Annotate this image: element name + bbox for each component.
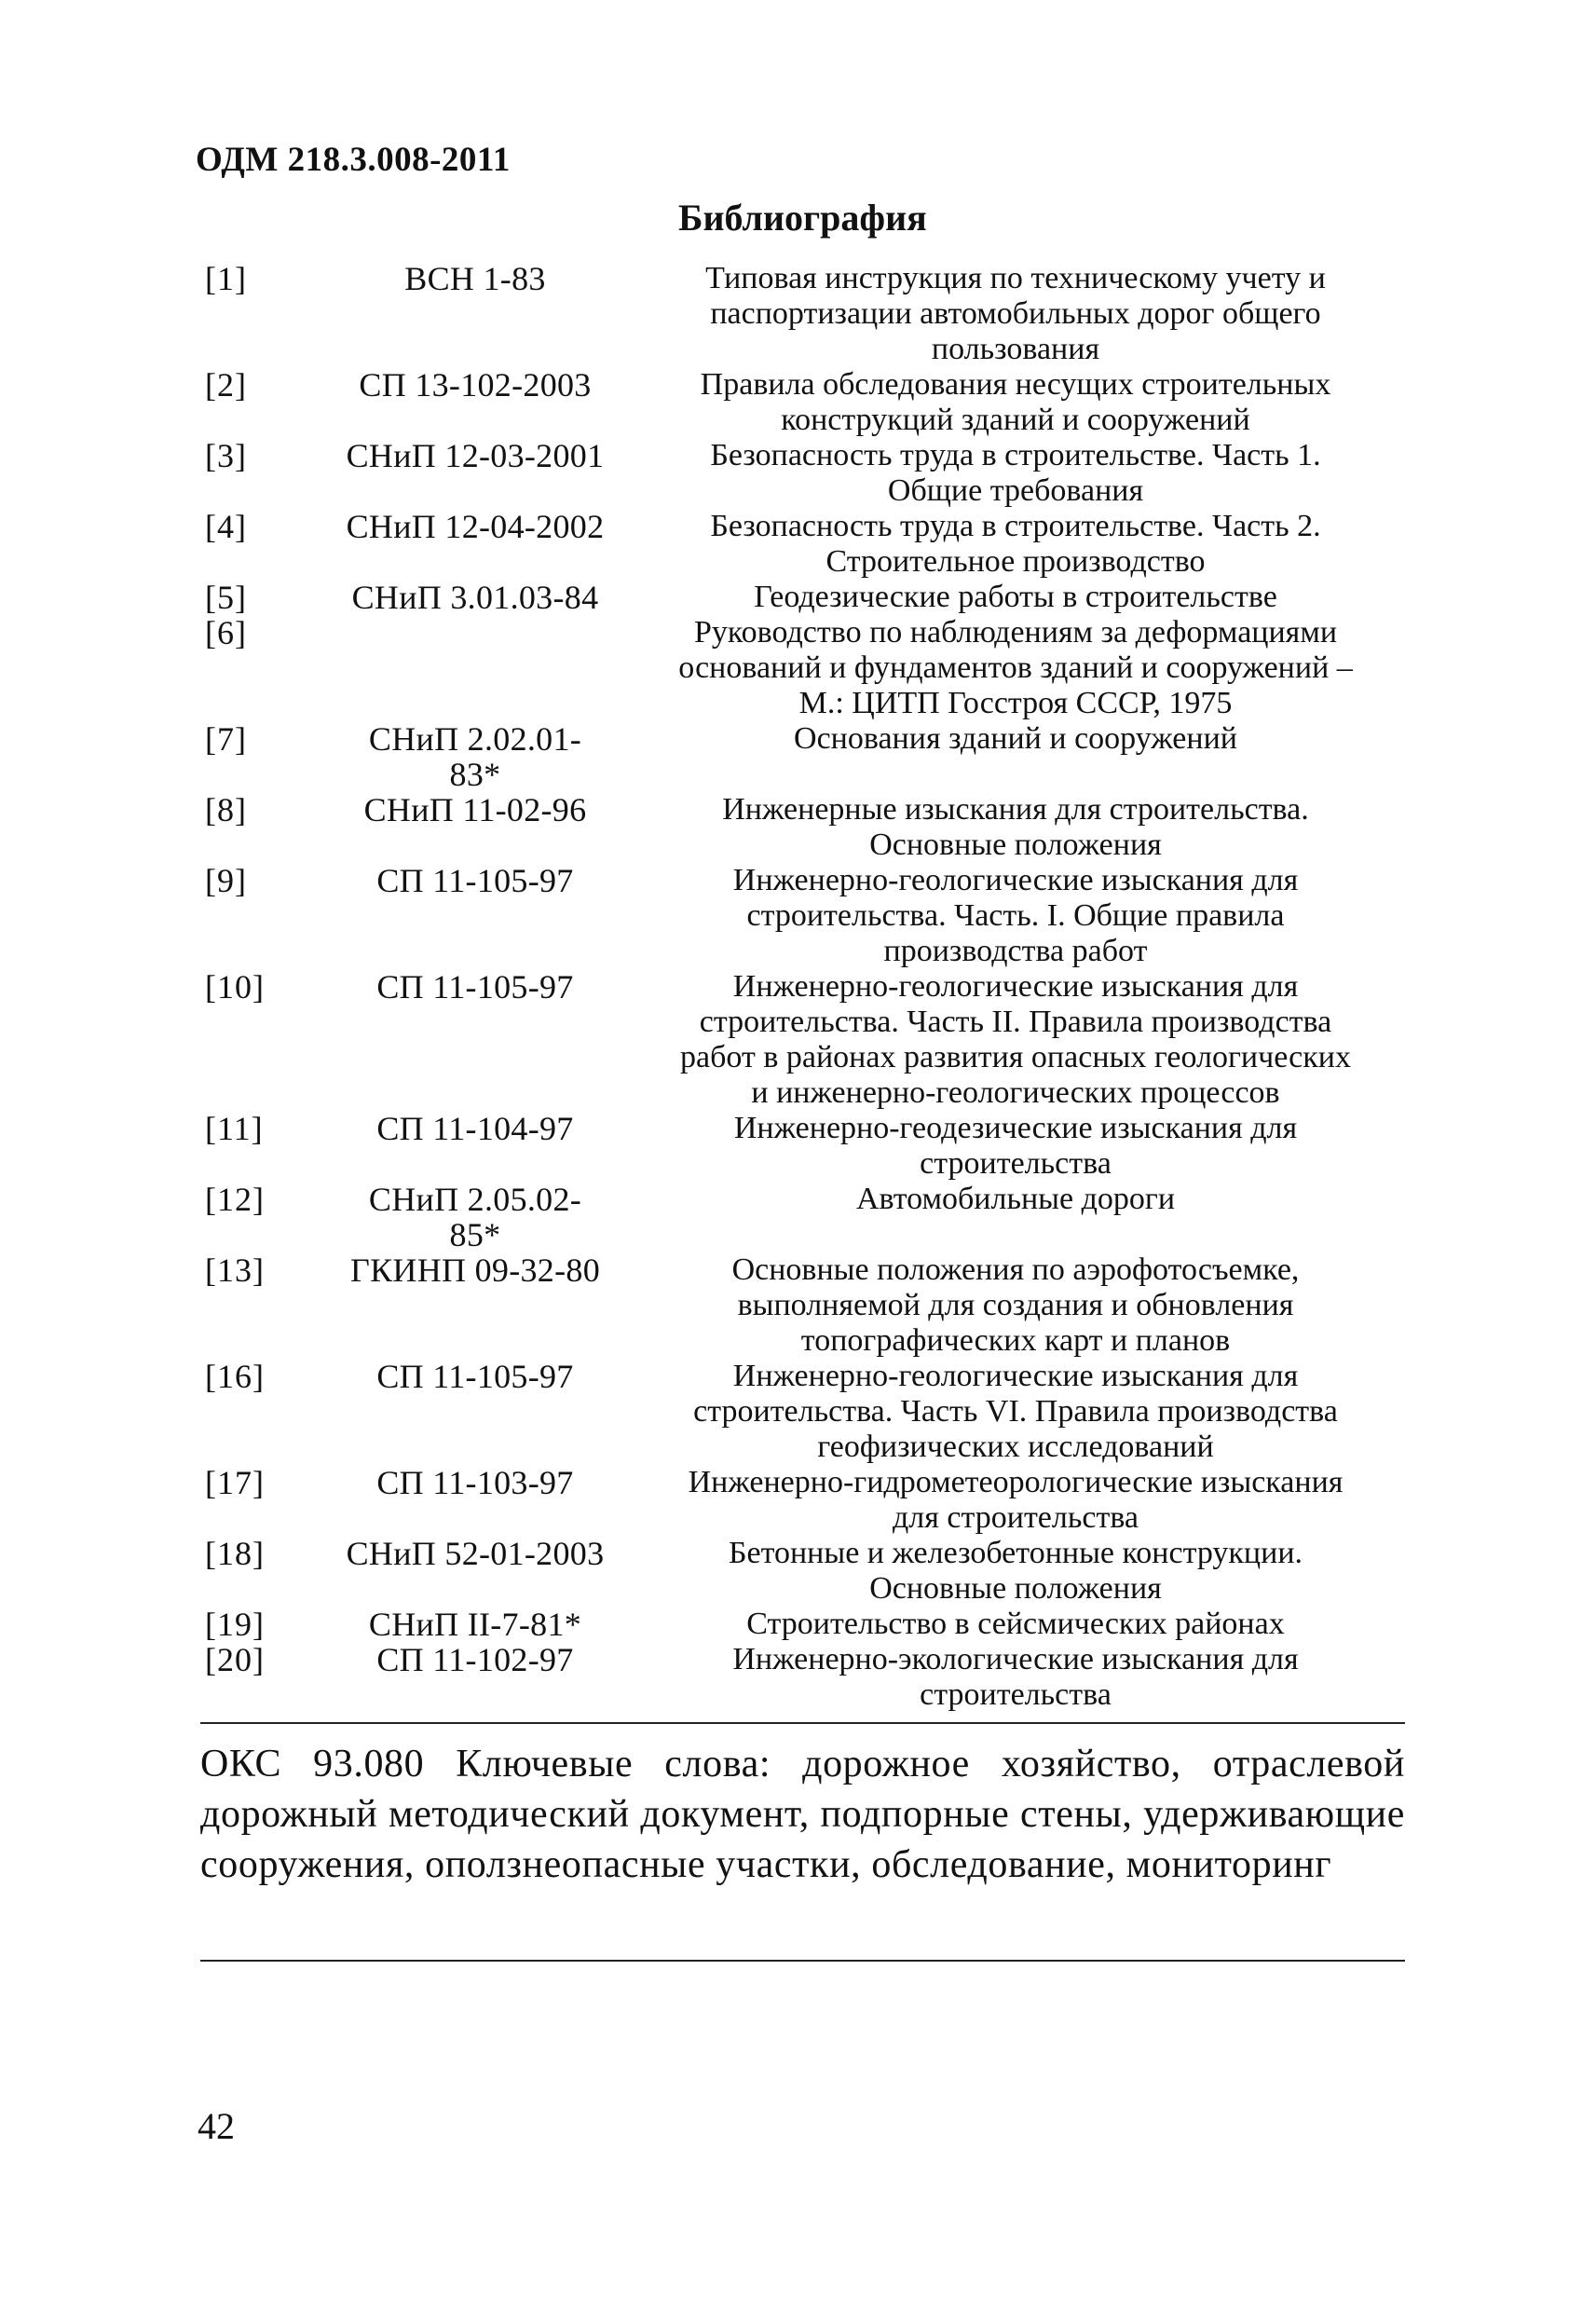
- entry-title: Инженерные изыскания для строительства. Основные положения: [722, 792, 1309, 862]
- bibliography-entry: [205, 721, 1425, 792]
- entry-number: [18]: [205, 1535, 265, 1572]
- entry-standard-code: СП 11-105-97: [376, 968, 574, 1006]
- entry-title: Инженерно-геодезические изыскания для строительства: [733, 1111, 1298, 1181]
- entry-number: [16]: [205, 1358, 265, 1395]
- entry-number: [6]: [205, 614, 247, 651]
- bottom-divider: [200, 1960, 1405, 1962]
- page-number: 42: [198, 2105, 235, 2147]
- entry-number: [3]: [205, 437, 247, 474]
- entry-title: Безопасность труда в строительстве. Часть 1. Общие требования: [710, 438, 1321, 508]
- bibliography-entry: [205, 509, 1425, 580]
- entry-title: Бетонные и железобетонные конструкции. Основные положения: [728, 1536, 1303, 1606]
- bibliography-entry: [205, 1465, 1425, 1536]
- entry-standard-code: СНиП 2.05.02-85*: [368, 1181, 582, 1253]
- top-divider: [200, 1722, 1405, 1724]
- bibliography-entry: [205, 1607, 1425, 1642]
- entry-standard-code: СП 11-102-97: [376, 1641, 574, 1678]
- bibliography-entry: [205, 863, 1425, 969]
- entry-standard-code: СП 11-103-97: [376, 1464, 574, 1501]
- entry-standard-code: СП 11-105-97: [376, 862, 574, 899]
- entry-title: Инженерно-гидрометеорологические изыскания для строительства: [688, 1465, 1344, 1535]
- entry-number: [4]: [205, 508, 247, 545]
- entry-standard-code: СНиП 2.02.01-83*: [368, 720, 582, 793]
- entry-standard-code: СНиП 12-04-2002: [346, 508, 605, 545]
- entry-standard-code: СНиП 3.01.03-84: [351, 579, 599, 616]
- entry-standard-code: СНиП 52-01-2003: [346, 1535, 605, 1572]
- entry-title: Правила обследования несущих строительных конструкций зданий и сооружений: [700, 367, 1331, 437]
- bibliography-list: [205, 261, 1425, 1713]
- entry-number: [8]: [205, 791, 247, 828]
- entry-number: [2]: [205, 366, 247, 404]
- entry-title: Инженерно-геологические изыскания для строительства. Часть. I. Общие правила производства работ: [732, 863, 1299, 968]
- entry-title: Инженерно-экологические изыскания для строительства: [732, 1642, 1299, 1712]
- entry-title: Основные положения по аэрофотосъемке, выполняемой для создания и обновления топографических карт и планов: [731, 1252, 1300, 1358]
- entry-title: Геодезические работы в строительстве: [754, 580, 1277, 614]
- bibliography-entry: [205, 1252, 1425, 1359]
- entry-number: [17]: [205, 1464, 265, 1501]
- entry-number: [1]: [205, 260, 247, 297]
- entry-standard-code: СП 11-105-97: [376, 1358, 574, 1395]
- bibliography-entry: [205, 367, 1425, 438]
- entry-standard-code: СНиП 12-03-2001: [346, 437, 605, 474]
- entry-number: [19]: [205, 1606, 265, 1643]
- bibliography-entry: [205, 580, 1425, 615]
- entry-title: Руководство по наблюдениям за деформациями оснований и фундаментов зданий и сооружений – М.: ЦИТП Госстроя СССР, 1975: [678, 615, 1353, 720]
- entry-title: Строительство в сейсмических районах: [746, 1607, 1285, 1641]
- bibliography-entry: [205, 1111, 1425, 1182]
- keywords-block: ОКС 93.080 Ключевые слова: дорожное хозяйство, отраслевой дорожный методический документ, подпорные стены, удерживающие сооружения, оползнеопасные участки, обследование, мониторинг: [200, 1743, 1405, 1886]
- document-code: ОДМ 218.3.008-2011: [196, 141, 511, 179]
- entry-standard-code: ВСН 1-83: [404, 260, 546, 297]
- bibliography-entry: [205, 1642, 1425, 1713]
- entry-title: Инженерно-геологические изыскания для строительства. Часть VI. Правила производства геофизических исследований: [693, 1359, 1338, 1464]
- entry-standard-code: ГКИНП 09-32-80: [350, 1252, 600, 1289]
- bibliography-entry: [205, 1359, 1425, 1465]
- entry-standard-code: СП 11-104-97: [376, 1110, 574, 1147]
- bibliography-entry: [205, 438, 1425, 509]
- entry-number: [12]: [205, 1181, 265, 1218]
- entry-standard-code: СП 13-102-2003: [359, 366, 592, 404]
- entry-title: Безопасность труда в строительстве. Часть 2. Строительное производство: [710, 509, 1321, 579]
- entry-title: Автомобильные дороги: [855, 1182, 1176, 1216]
- entry-title: Основания зданий и сооружений: [794, 721, 1237, 756]
- entry-standard-code: СНиП 11-02-96: [363, 791, 587, 828]
- bibliography-entry: [205, 261, 1425, 367]
- entry-number: [11]: [205, 1110, 264, 1147]
- entry-number: [9]: [205, 862, 247, 899]
- entry-title: Типовая инструкция по техническому учету и паспортизации автомобильных дорог общего пользования: [705, 261, 1326, 366]
- bibliography-entry: [205, 1536, 1425, 1607]
- entry-number: [5]: [205, 579, 247, 616]
- entry-title: Инженерно-геологические изыскания для строительства. Часть II. Правила производства работ в районах развития опасных геологических и инженерно-геологических процессов: [680, 969, 1351, 1110]
- entry-number: [13]: [205, 1252, 265, 1289]
- bibliography-entry: [205, 792, 1425, 863]
- entry-number: [7]: [205, 720, 247, 758]
- entry-standard-code: СНиП II-7-81*: [368, 1606, 582, 1643]
- bibliography-title: Библиография: [678, 197, 927, 239]
- bibliography-entry: [205, 969, 1425, 1111]
- bibliography-entry: [205, 1182, 1425, 1252]
- bibliography-entry: [205, 615, 1425, 721]
- entry-number: [20]: [205, 1641, 265, 1678]
- entry-number: [10]: [205, 968, 265, 1006]
